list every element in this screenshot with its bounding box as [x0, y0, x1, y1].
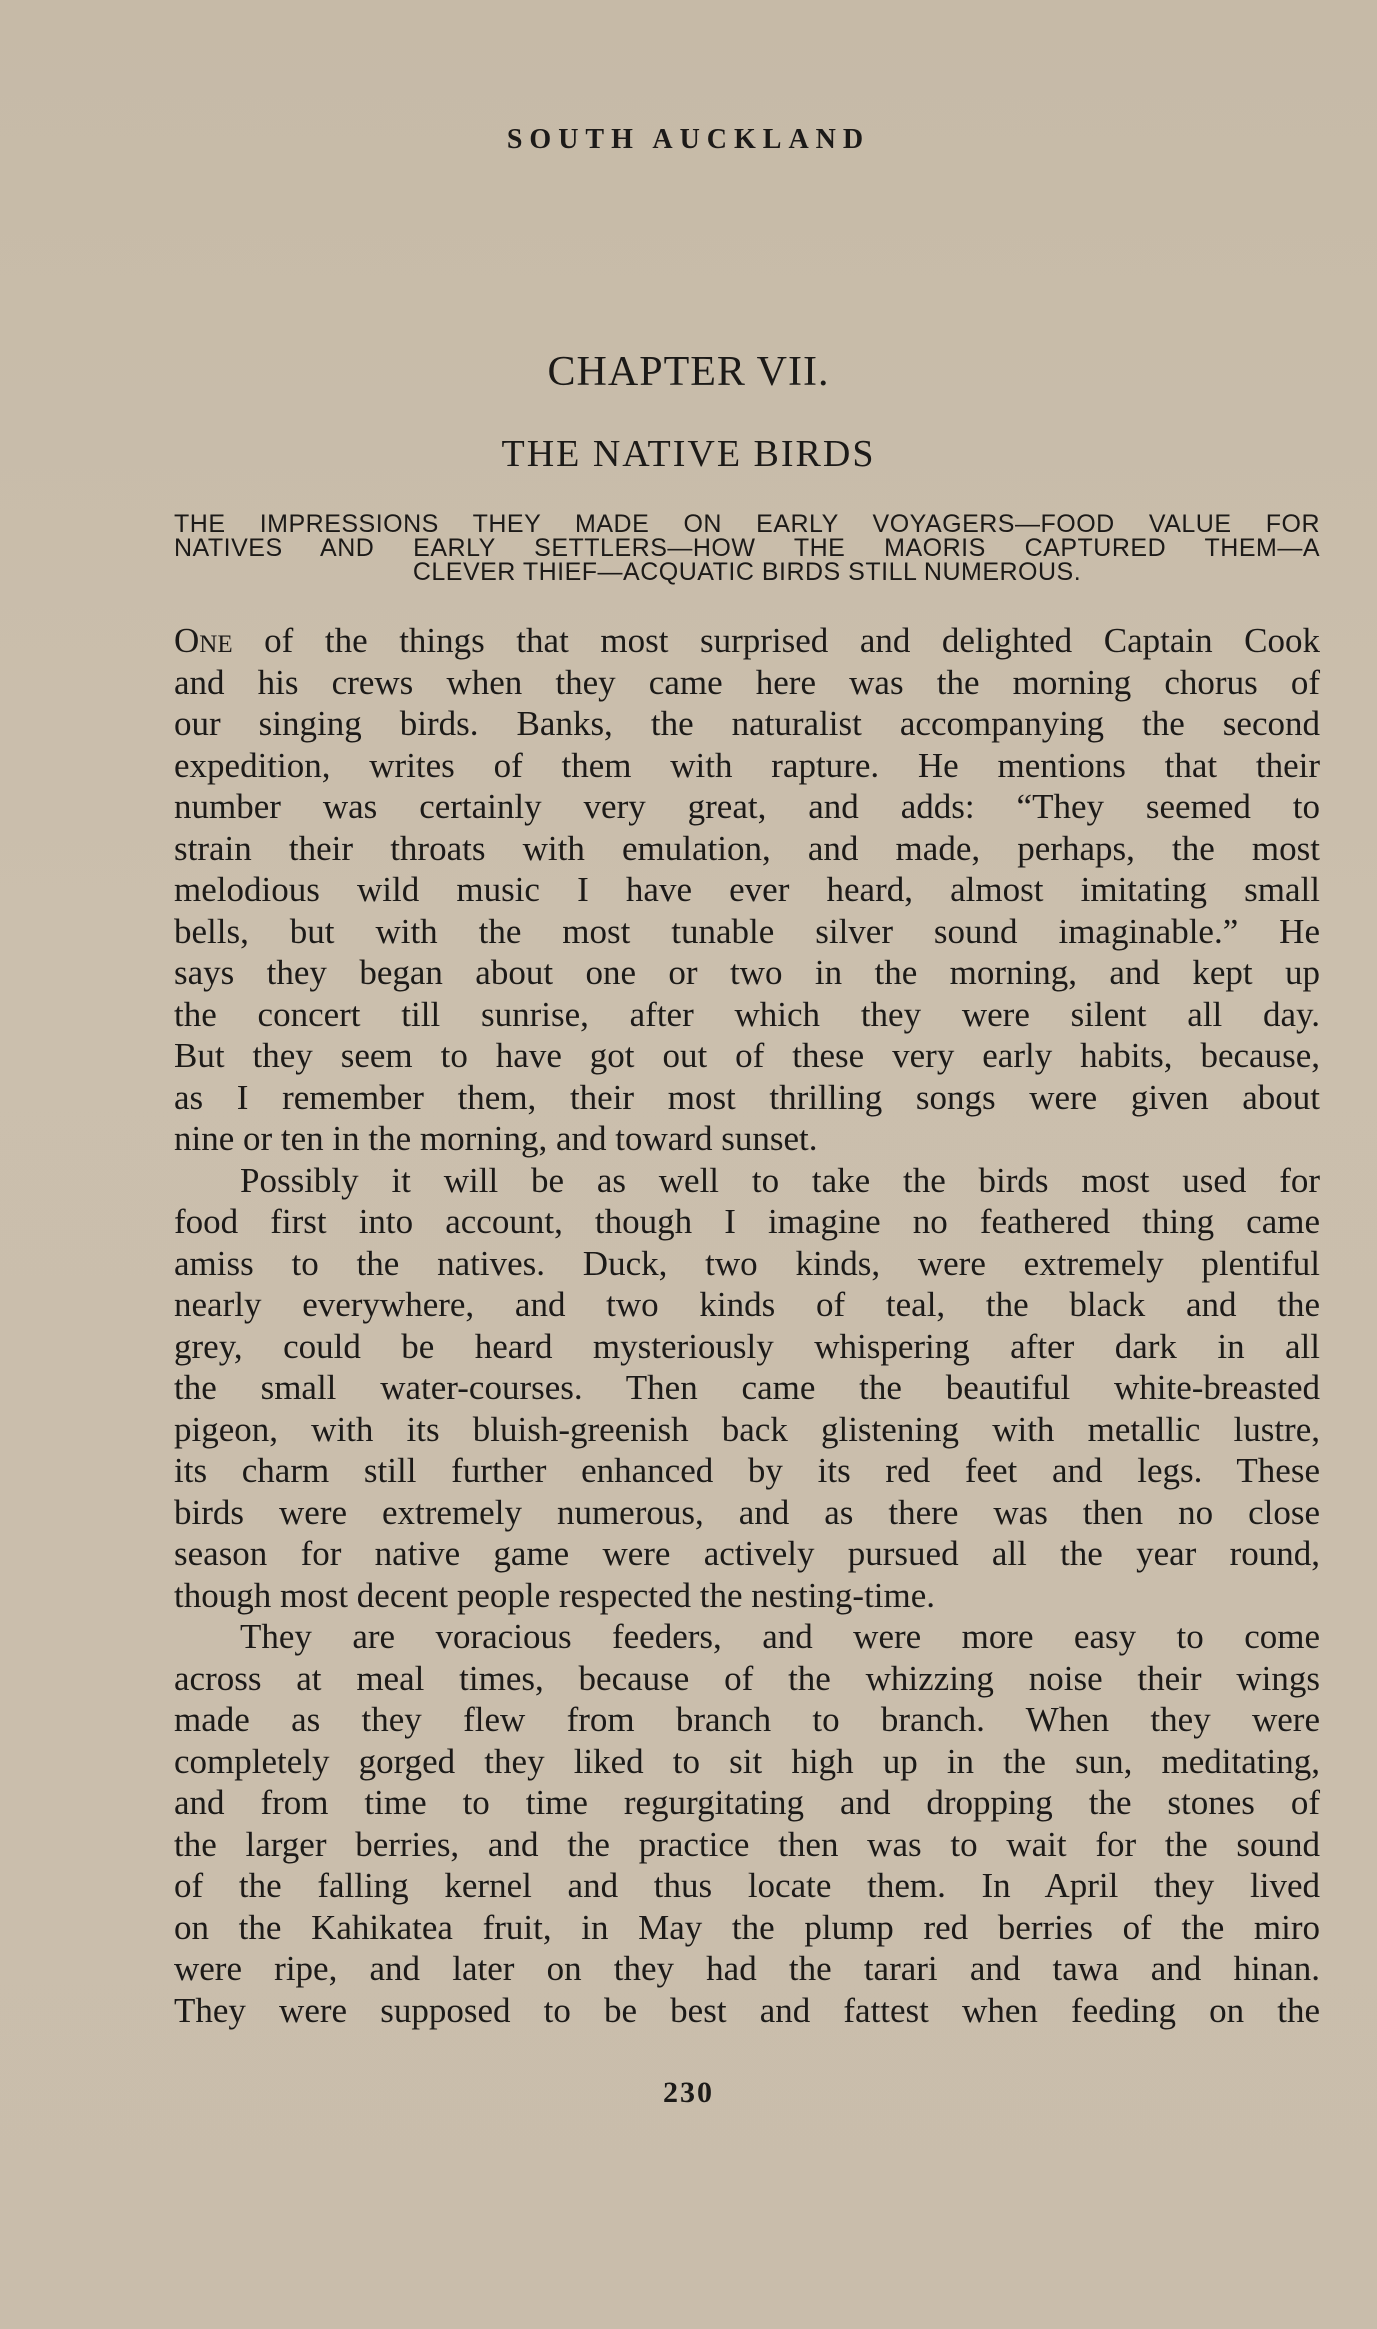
text-line: says they began about one or two in the morning, and kept up [174, 953, 1320, 992]
text-line: expedition, writes of them with rapture. He mentions that their [174, 745, 1320, 785]
text-line: the concert till sunrise, after which they were silent all day. [174, 994, 1320, 1034]
text-line: bells, but with the most tunable silver sound imaginable.” He [174, 911, 1320, 951]
text-line: and his crews when they came here was the morning chorus of [174, 662, 1320, 702]
text-line: though most decent people respected the nesting-time. [174, 1575, 936, 1615]
text-line: nearly everywhere, and two kinds of teal, the black and the [174, 1285, 1320, 1324]
synopsis-line: NATIVES AND EARLY SETTLERS—HOW THE MAORIS CAPTURED THEM—A [174, 534, 1320, 562]
synopsis-line: THE IMPRESSIONS THEY MADE ON EARLY VOYAGERS—FOOD VALUE FOR [174, 510, 1320, 538]
text-line: pigeon, with its bluish-greenish back glistening with metallic lustre, [174, 1409, 1320, 1449]
text-line: and from time to time regurgitating and dropping the stones of [174, 1783, 1320, 1822]
text-line: birds were extremely numerous, and as there was then no close [174, 1492, 1320, 1532]
text-line: food first into account, though I imagine no feathered thing came [174, 1202, 1320, 1241]
text-line-rest: of the things that most surprised and delighted Captain Cook [232, 621, 1320, 660]
text-line: completely gorged they liked to sit high up in the sun, meditating, [174, 1741, 1320, 1781]
synopsis-line: CLEVER THIEF—ACQUATIC BIRDS STILL NUMEROUS. [412, 558, 1082, 586]
text-line: the small water-courses. Then came the beautiful white-breasted [174, 1368, 1320, 1407]
text-line: But they seem to have got out of these very early habits, because, [174, 1036, 1320, 1075]
text-line: our singing birds. Banks, the naturalist accompanying the second [174, 704, 1320, 743]
drop-word: One [174, 621, 233, 660]
text-line [174, 620, 1320, 662]
text-line: were ripe, and later on they had the tarari and tawa and hinan. [174, 1949, 1320, 1988]
text-line: made as they flew from branch to branch. When they were [174, 1700, 1320, 1739]
text-line: on the Kahikatea fruit, in May the plump red berries of the miro [174, 1907, 1320, 1947]
chapter-number: CHAPTER VII. [547, 349, 830, 395]
running-head: SOUTH AUCKLAND [506, 124, 871, 155]
text-line: of the falling kernel and thus locate them. In April they lived [174, 1866, 1320, 1905]
text-line: nine or ten in the morning, and toward sunset. [174, 1119, 818, 1158]
chapter-synopsis [174, 512, 1320, 584]
text-line: season for native game were actively pursued all the year round, [174, 1534, 1320, 1573]
text-line: They were supposed to be best and fattest when feeding on the [174, 1990, 1320, 2030]
text-line: amiss to the natives. Duck, two kinds, were extremely plentiful [174, 1243, 1320, 1283]
text-line: melodious wild music I have ever heard, almost imitating small [174, 870, 1320, 909]
chapter-title: THE NATIVE BIRDS [501, 433, 876, 475]
text-line: They are voracious feeders, and were more easy to come [240, 1617, 1320, 1656]
page-number: 230 [663, 2076, 714, 2109]
text-line: the larger berries, and the practice then was to wait for the sound [174, 1824, 1320, 1864]
text-line: its charm still further enhanced by its red feet and legs. These [174, 1451, 1320, 1490]
text-line: number was certainly very great, and adds: “They seemed to [174, 787, 1320, 826]
text-line: across at meal times, because of the whizzing noise their wings [174, 1658, 1320, 1698]
text-line: grey, could be heard mysteriously whispering after dark in all [174, 1326, 1320, 1366]
text-line: as I remember them, their most thrilling songs were given about [174, 1077, 1320, 1117]
text-line: Possibly it will be as well to take the birds most used for [240, 1160, 1320, 1200]
text-line: strain their throats with emulation, and made, perhaps, the most [174, 828, 1320, 868]
body-text [174, 620, 1320, 2031]
